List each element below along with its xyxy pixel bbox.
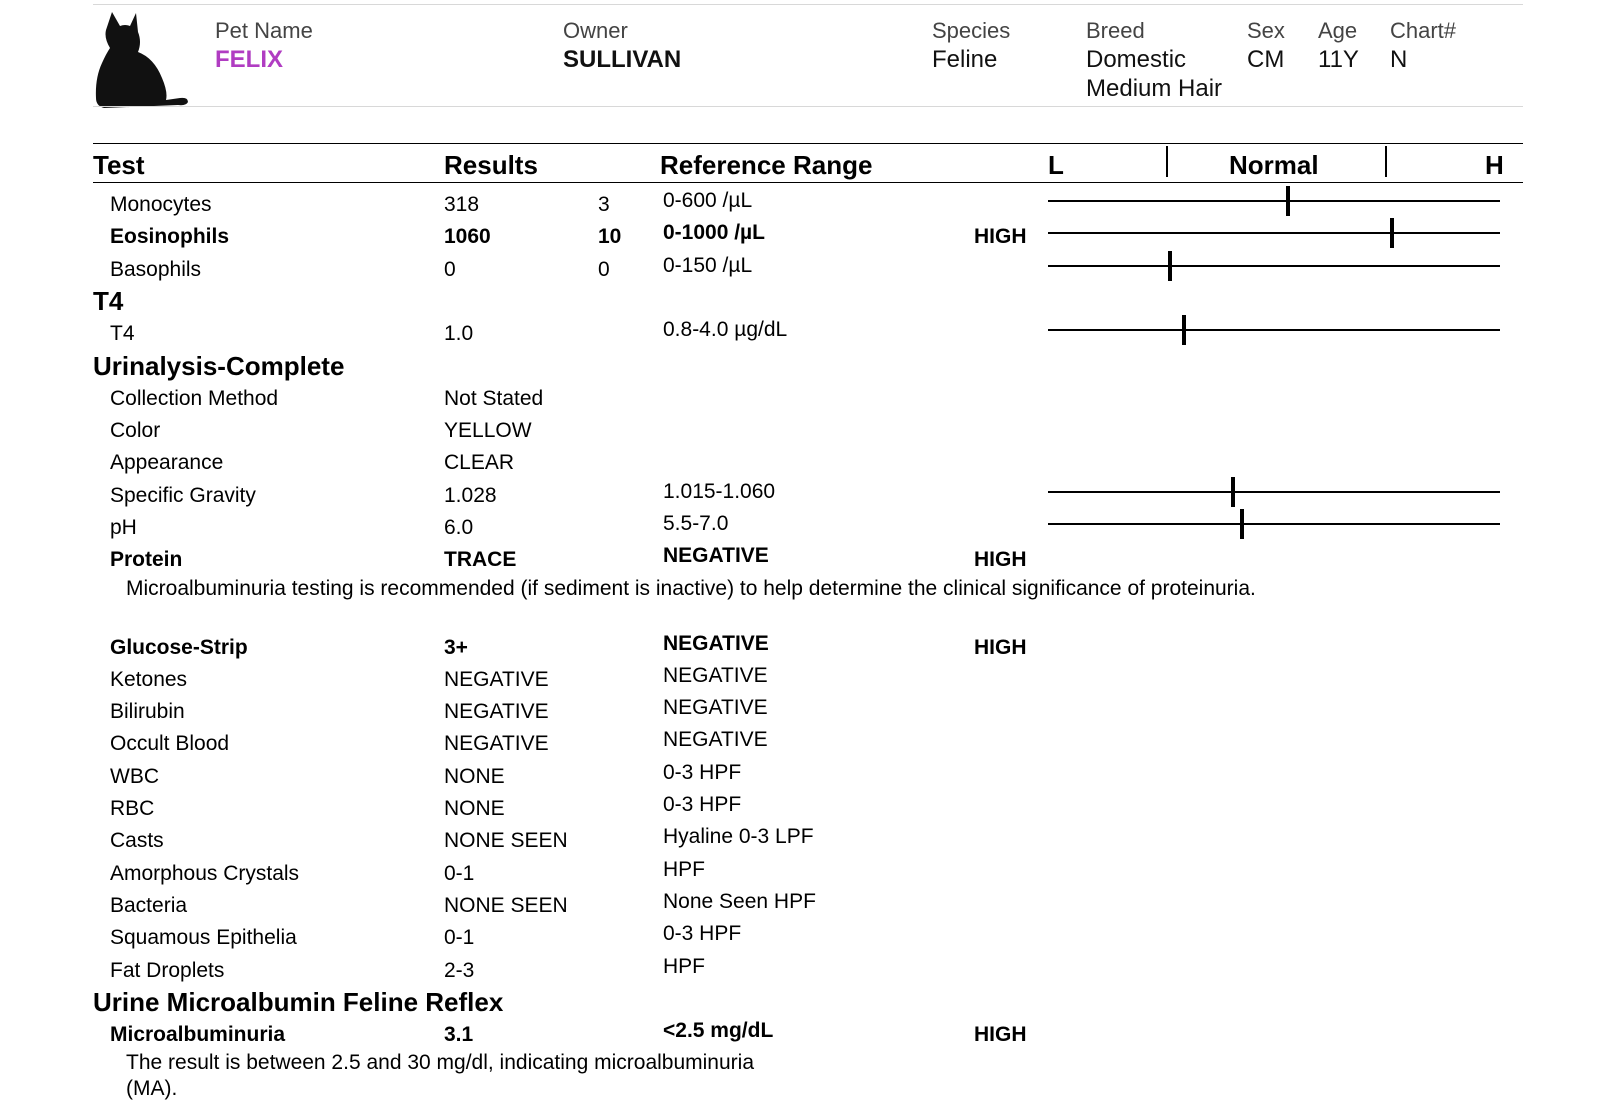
breed-value-line2: Medium Hair — [1086, 75, 1223, 102]
result-marker — [1168, 251, 1172, 281]
test-result: 1060 — [444, 225, 491, 249]
test-name: WBC — [110, 764, 159, 788]
test-name: Fat Droplets — [110, 958, 225, 982]
test-result: NONE SEEN — [444, 893, 568, 917]
reference-range: HPF — [663, 954, 705, 978]
reference-scale-bar — [1048, 491, 1500, 493]
pet-name-label: Pet Name — [215, 18, 313, 43]
test-result: NONE SEEN — [444, 829, 568, 853]
table-header-top-rule — [93, 143, 1523, 144]
column-header-reference: Reference Range — [660, 150, 873, 180]
scale-header-high: H — [1485, 150, 1504, 180]
reference-range: HPF — [663, 857, 705, 881]
test-name: Collection Method — [110, 386, 279, 410]
test-name: Occult Blood — [110, 732, 230, 756]
cat-icon — [92, 8, 192, 110]
test-name: Bilirubin — [110, 700, 185, 724]
species-value: Feline — [932, 46, 998, 73]
result-comment: The result is between 2.5 and 30 mg/dl, indicating microalbuminuria — [126, 1051, 755, 1075]
test-result: Not Stated — [444, 386, 544, 410]
abnormal-flag: HIGH — [974, 1023, 1027, 1047]
test-name: Amorphous Crystals — [110, 861, 300, 885]
test-name: Squamous Epithelia — [110, 926, 297, 950]
scale-separator-high — [1385, 146, 1387, 177]
scale-header-normal: Normal — [1229, 150, 1319, 180]
reference-range: NEGATIVE — [663, 696, 768, 720]
table-header-bottom-rule — [93, 182, 1523, 183]
test-name: Eosinophils — [110, 225, 230, 249]
test-name: Color — [110, 419, 161, 443]
reference-range: <2.5 mg/dL — [663, 1019, 774, 1043]
scale-header-low: L — [1048, 150, 1064, 180]
owner-label: Owner — [563, 18, 628, 43]
header-top-rule — [93, 4, 1523, 5]
test-result: 0 — [444, 257, 456, 281]
test-result: NONE — [444, 797, 505, 820]
test-result: 2-3 — [444, 958, 475, 982]
test-result: 6.0 — [444, 516, 474, 539]
test-name: Monocytes — [110, 193, 212, 216]
reference-range: 0-3 HPF — [663, 922, 742, 946]
reference-scale-bar — [1048, 523, 1500, 525]
age-value: 11Y — [1318, 46, 1359, 73]
test-result: TRACE — [444, 548, 517, 572]
reference-range: 0.8-4.0 µg/dL — [663, 318, 788, 342]
test-name: Ketones — [110, 667, 188, 691]
test-result: 1.0 — [444, 322, 474, 346]
reference-scale-bar — [1048, 200, 1500, 202]
test-percent: 3 — [598, 193, 610, 216]
abnormal-flag: HIGH — [974, 548, 1027, 572]
reference-range: NEGATIVE — [663, 631, 769, 655]
reference-scale-bar — [1048, 329, 1500, 331]
test-name: Casts — [110, 829, 164, 853]
result-marker — [1231, 477, 1235, 507]
result-marker — [1240, 509, 1244, 539]
result-marker — [1286, 186, 1290, 216]
pet-name-value: FELIX — [215, 46, 284, 73]
reference-range: 0-1000 /µL — [663, 221, 765, 245]
reference-range: 1.015-1.060 — [663, 479, 776, 503]
reference-range: NEGATIVE — [663, 663, 768, 687]
reference-range: 0-3 HPF — [663, 793, 742, 816]
test-name: Microalbuminuria — [110, 1023, 286, 1047]
test-name: Specific Gravity — [110, 483, 256, 507]
section-heading: Urine Microalbumin Feline Reflex — [93, 986, 504, 1017]
test-name: Protein — [110, 548, 183, 572]
test-result: NEGATIVE — [444, 732, 549, 756]
test-result: 3+ — [444, 635, 468, 659]
test-percent: 10 — [598, 225, 622, 249]
reference-range: NEGATIVE — [663, 544, 769, 568]
section-heading: T4 — [93, 285, 124, 316]
header-bottom-rule — [93, 106, 1523, 107]
test-name: Appearance — [110, 451, 224, 475]
reference-range: 5.5-7.0 — [663, 512, 729, 535]
breed-label: Breed — [1086, 18, 1145, 43]
test-result: 3.1 — [444, 1023, 474, 1047]
chart-value: N — [1390, 46, 1408, 73]
column-header-test: Test — [93, 150, 145, 180]
abnormal-flag: HIGH — [974, 225, 1027, 249]
reference-scale-bar — [1048, 232, 1500, 234]
test-result: 0-1 — [444, 861, 475, 885]
column-header-results: Results — [444, 150, 538, 180]
species-label: Species — [932, 18, 1011, 43]
result-comment: (MA). — [126, 1077, 178, 1101]
test-name: Basophils — [110, 257, 202, 281]
result-marker — [1390, 218, 1394, 248]
breed-value-line1: Domestic — [1086, 46, 1187, 73]
test-result: NEGATIVE — [444, 700, 549, 724]
sex-value: CM — [1247, 46, 1285, 73]
age-label: Age — [1318, 18, 1358, 43]
result-marker — [1182, 315, 1186, 345]
test-name: Glucose-Strip — [110, 635, 248, 659]
test-name: T4 — [110, 322, 135, 346]
test-result: NEGATIVE — [444, 667, 549, 691]
test-result: 0-1 — [444, 926, 475, 950]
chart-label: Chart# — [1390, 18, 1457, 43]
reference-scale-bar — [1048, 265, 1500, 267]
test-result: YELLOW — [444, 419, 532, 443]
result-comment: Microalbuminuria testing is recommended (if sediment is inactive) to help determine the clinical significance of proteinuria. — [126, 576, 1256, 600]
reference-range: None Seen HPF — [663, 889, 816, 913]
test-name: RBC — [110, 797, 155, 820]
reference-range: 0-150 /µL — [663, 253, 753, 277]
reference-range: Hyaline 0-3 LPF — [663, 825, 814, 849]
test-result: CLEAR — [444, 451, 515, 475]
section-heading: Urinalysis-Complete — [93, 350, 345, 381]
test-result: 318 — [444, 193, 480, 216]
test-percent: 0 — [598, 257, 610, 281]
reference-range: 0-3 HPF — [663, 760, 742, 784]
reference-range: NEGATIVE — [663, 728, 768, 752]
scale-separator-low — [1166, 146, 1168, 177]
test-name: pH — [110, 516, 137, 539]
abnormal-flag: HIGH — [974, 635, 1027, 659]
owner-value: SULLIVAN — [563, 46, 682, 73]
test-name: Bacteria — [110, 893, 188, 917]
test-result: NONE — [444, 764, 505, 788]
sex-label: Sex — [1247, 18, 1285, 43]
test-result: 1.028 — [444, 483, 497, 507]
reference-range: 0-600 /µL — [663, 189, 753, 212]
